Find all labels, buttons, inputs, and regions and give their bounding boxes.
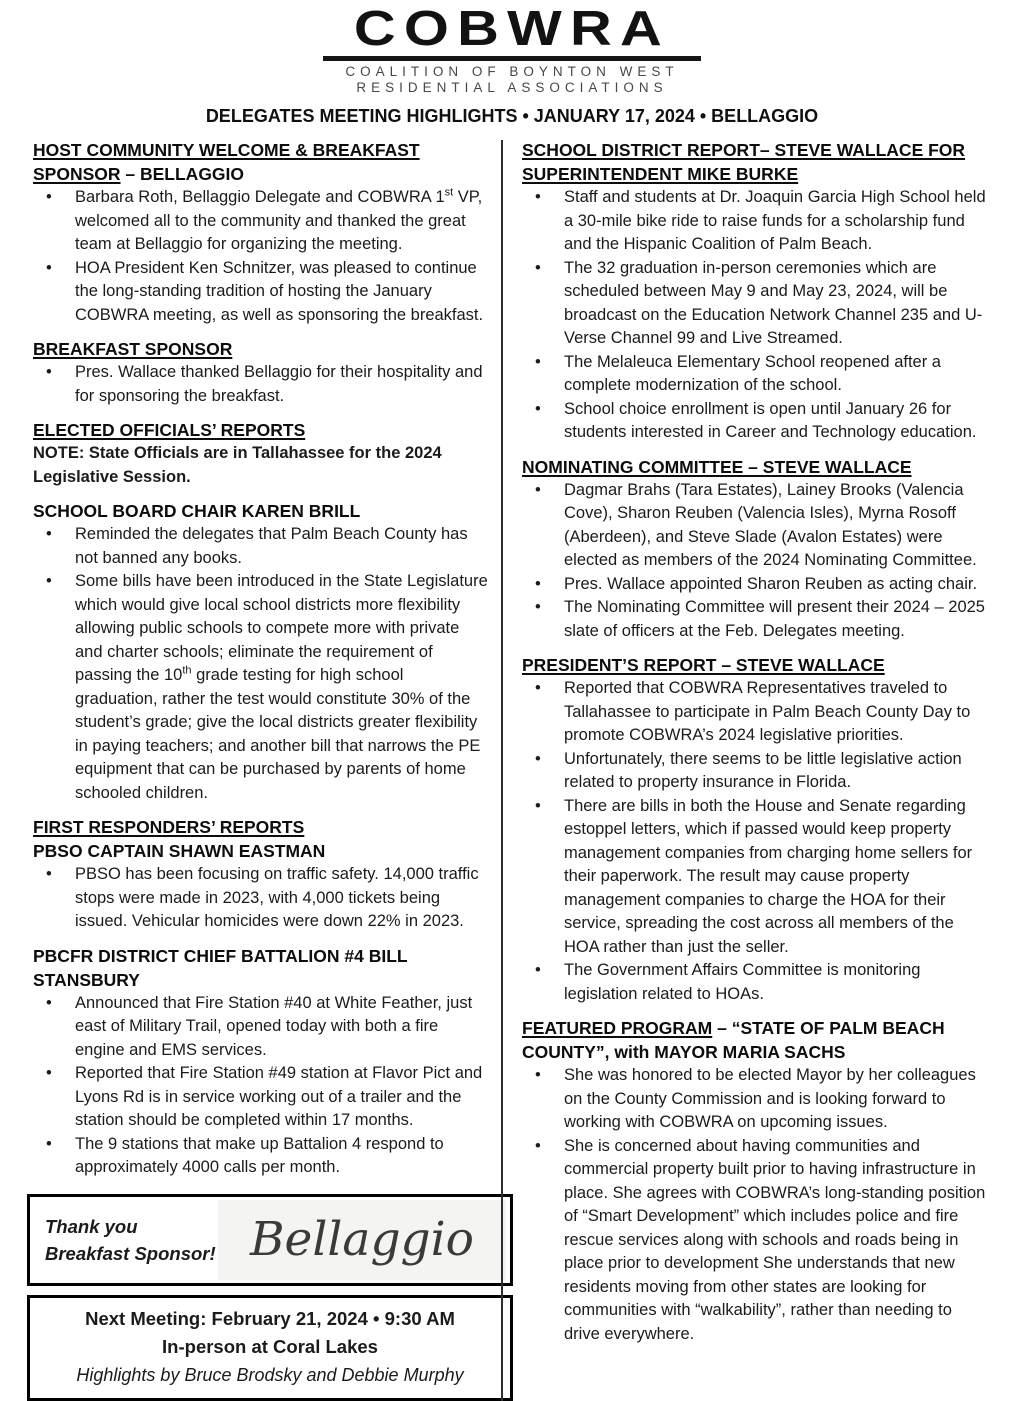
bullet-item: • Pres. Wallace thanked Bellaggio for their hospitality and for sponsoring the breakfast.	[33, 361, 489, 408]
heading-first-responders: FIRST RESPONDERS’ REPORTS	[33, 817, 305, 837]
right-column	[503, 138, 995, 1401]
heading-pbso-captain: PBSO CAPTAIN SHAWN EASTMAN	[33, 841, 326, 861]
bullet-item: • School choice enrollment is open until January 26 for students interested in Career and Technology education.	[522, 398, 991, 445]
bullet-item: • The 9 stations that make up Battalion 4 respond to approximately 4000 calls per month.	[33, 1133, 489, 1180]
logo-tagline-line1: COALITION OF BOYNTON WEST	[345, 64, 679, 79]
bullet-item: • She is concerned about having communities and commercial property built prior to having infrastructure in place. She agrees with COBWRA’s long-standing position of “Smart Development” which includes police and fire rescue services along with schools and roads being in place prior to development She understands that new residents moving from other states are looking for communities with “walkability”, rather than needing to drive everywhere.	[522, 1135, 991, 1347]
section-breakfast-sponsor	[33, 337, 489, 408]
bullet-item: • Pres. Wallace appointed Sharon Reuben as acting chair.	[522, 573, 991, 597]
section-school-district-report	[522, 138, 991, 445]
heading-school-board-chair: SCHOOL BOARD CHAIR KAREN BRILL	[33, 501, 361, 521]
sponsor-thankyou-line2: Breakfast Sponsor!	[45, 1242, 216, 1264]
section-featured-program	[522, 1016, 991, 1346]
heading-breakfast-sponsor: BREAKFAST SPONSOR	[33, 339, 233, 359]
bullet-item: • The Nominating Committee will present their 2024 – 2025 slate of officers at the Feb. Delegates meeting.	[522, 596, 991, 643]
bullet-item: • The 32 graduation in-person ceremonies which are scheduled between May 9 and May 23, 2024, will be broadcast on the Education Network Channel 235 and U-Verse Channel 99 and Live Streamed.	[522, 257, 991, 351]
page-title: DELEGATES MEETING HIGHLIGHTS • JANUARY 17, 2024 • BELLAGGIO	[205, 106, 819, 126]
next-meeting-location: In-person at Coral Lakes	[162, 1335, 378, 1357]
bullet-item: • Reported that COBWRA Representatives traveled to Tallahassee to participate in Palm Beach County Day to promote COBWRA’s 2024 legislative priorities.	[522, 677, 991, 748]
bullet-list	[522, 677, 991, 1006]
legislative-session-note: NOTE: State Officials are in Tallahassee for the 2024 Legislative Session.	[33, 444, 442, 486]
bullet-list	[522, 1064, 991, 1346]
heading-presidents-report: PRESIDENT’S REPORT – STEVE WALLACE	[522, 655, 885, 675]
heading-pbcfr-chief: PBCFR DISTRICT CHIEF BATTALION #4 BILL STANSBURY	[33, 945, 408, 990]
heading-school-district-report: SCHOOL DISTRICT REPORT– STEVE WALLACE FOR SUPERINTENDENT MIKE BURKE	[522, 140, 966, 184]
breakfast-sponsor-box	[27, 1194, 513, 1286]
next-meeting-datetime: Next Meeting: February 21, 2024 • 9:30 AM	[85, 1307, 455, 1329]
section-nominating-committee	[522, 455, 991, 644]
section-elected-officials	[33, 418, 489, 489]
bullet-item: • Announced that Fire Station #40 at White Feather, just east of Military Trail, opened today with both a fire engine and EMS services.	[33, 992, 489, 1063]
cobwra-wordmark: COBWRA	[353, 2, 671, 56]
bullet-item: • The Government Affairs Committee is monitoring legislation related to HOAs.	[522, 959, 991, 1006]
section-host-community-welcome	[33, 138, 489, 327]
heading-nominating-committee: NOMINATING COMMITTEE – STEVE WALLACE	[522, 456, 912, 477]
bullet-item: • HOA President Ken Schnitzer, was pleased to continue the long-standing tradition of hosting the January COBWRA meeting, as well as sponsoring the breakfast.	[33, 257, 489, 328]
section-school-board-chair	[33, 499, 489, 805]
logo-tagline-line2: RESIDENTIAL ASSOCIATIONS	[356, 80, 668, 95]
bullet-item: • Unfortunately, there seems to be little legislative action related to property insurance in Florida.	[522, 748, 991, 795]
bullet-item: • Staff and students at Dr. Joaquin Garcia High School held a 30-mile bike ride to raise funds for a scholarship fund and the Hispanic Coalition of Palm Beach.	[522, 186, 991, 257]
logo-rule	[323, 56, 701, 61]
heading-elected-officials: ELECTED OFFICIALS’ REPORTS	[33, 420, 306, 440]
bullet-item: • PBSO has been focusing on traffic safety. 14,000 traffic stops were made in 2023, with 4,000 tickets being issued. Vehicular homicides were down 22% in 2023.	[33, 863, 489, 934]
bullet-item: • Reported that Fire Station #49 station at Flavor Pict and Lyons Rd is in service working out of a trailer and the station should be completed within 17 months.	[33, 1062, 489, 1133]
bullet-list	[33, 523, 489, 805]
bullet-list	[33, 361, 489, 408]
section-presidents-report	[522, 653, 991, 1006]
bullet-list	[522, 479, 991, 644]
bellaggio-script-logo: Bellaggio	[218, 1200, 506, 1280]
highlights-credit: Highlights by Bruce Brodsky and Debbie Murphy	[76, 1364, 464, 1385]
left-column	[9, 138, 501, 1401]
two-column-body	[0, 138, 1024, 1401]
bullet-item: • Dagmar Brahs (Tara Estates), Lainey Brooks (Valencia Cove), Sharon Reuben (Valencia Isles), Myrna Rosoff (Aberdeen), and Steve Slade (Avalon Estates) were elected as members of the 2024 Nominating Committee.	[522, 479, 991, 573]
bullet-item: • The Melaleuca Elementary School reopened after a complete modernization of the school.	[522, 351, 991, 398]
heading-featured-program: FEATURED PROGRAM – “STATE OF PALM BEACH COUNTY”, with MAYOR MARIA SACHS	[522, 1018, 945, 1062]
section-first-responders	[33, 815, 489, 934]
bullet-list	[33, 992, 489, 1180]
page-header	[0, 4, 1024, 127]
bullet-item: • There are bills in both the House and Senate regarding estoppel letters, which if passed would keep property management companies from charging home sellers for their paperwork. The result may cause property management companies to charge the HOA for their service, spreading the cost across all members of the HOA rather than just the seller.	[522, 795, 991, 960]
bullet-list	[522, 186, 991, 445]
cobwra-logo	[302, 4, 722, 96]
heading-host-community-welcome: HOST COMMUNITY WELCOME & BREAKFAST SPONSOR – BELLAGGIO	[33, 140, 420, 184]
bullet-list	[33, 186, 489, 327]
bullet-item: • Some bills have been introduced in the State Legislature which would give local school districts more flexibility allowing public schools to compete more with private and charter schools; eliminate the requirement of passing the 10th grade testing for high school graduation, rather the test would constitute 30% of the student’s grade; give the local districts greater flexibility in paying teachers; and another bill that narrows the PE equipment that can be purchased by parents of home schooled children.	[33, 570, 489, 805]
next-meeting-box	[27, 1295, 513, 1401]
section-pbcfr-chief	[33, 944, 489, 1180]
bullet-list	[33, 863, 489, 934]
bullet-item: • Reminded the delegates that Palm Beach County has not banned any books.	[33, 523, 489, 570]
bullet-item: • She was honored to be elected Mayor by her colleagues on the County Commission and is looking forward to working with COBWRA on upcoming issues.	[522, 1064, 991, 1135]
sponsor-thankyou-line1: Thank you	[45, 1215, 138, 1237]
bullet-item: • Barbara Roth, Bellaggio Delegate and COBWRA 1st VP, welcomed all to the community and thanked the great team at Bellaggio for organizing the meeting.	[33, 186, 489, 257]
sponsor-thankyou-label	[30, 1213, 218, 1267]
